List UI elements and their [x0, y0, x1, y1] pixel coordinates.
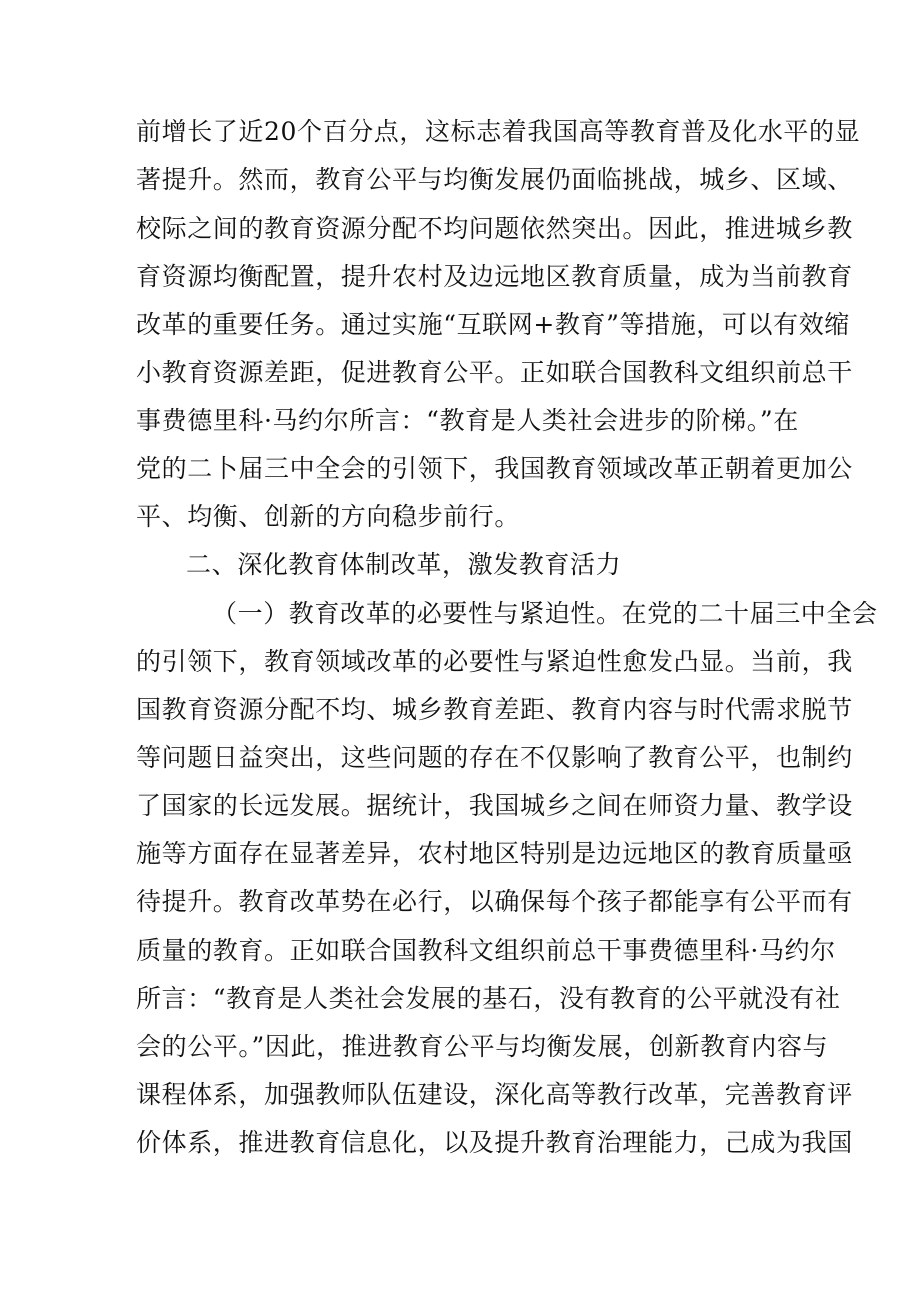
- text-line: 价体系，推进教育信息化，以及提升教育治理能力，己成为我国: [136, 1128, 853, 1157]
- text-line: 改革的重要任务。通过实施“互联网+教育”等措施，可以有效缩: [136, 310, 850, 339]
- text-line: 国教育资源分配不均、城乡教育差距、教育内容与时代需求脱节: [136, 695, 853, 724]
- text-line: 平、均衡、创新的方向稳步前行。: [136, 502, 521, 531]
- text-line: 待提升。教育改革势在必行，以确保每个孩子都能享有公平而有: [136, 887, 853, 916]
- section-heading: 二、深化教育体制改革，激发教育活力: [186, 550, 622, 579]
- text-line: 校际之间的教育资源分配不均问题依然突出。因此，推进城乡教: [136, 214, 853, 243]
- text-line: 课程体系，加强教师队伍建设，深化高等教行改革，完善教育评: [136, 1080, 853, 1109]
- text-line: 前增长了近20个百分点，这标志着我国高等教育普及化水平的显: [136, 117, 861, 146]
- text-line: 著提升。然而，教育公平与均衡发展仍面临挑战，城乡、区域、: [136, 165, 853, 194]
- text-line: 施等方面存在显著差异，农村地区特别是边远地区的教育质量亟: [136, 839, 853, 868]
- text-line: 育资源均衡配置，提升农村及边远地区教育质量，成为当前教育: [136, 262, 853, 291]
- text-line: （一）教育改革的必要性与紧迫性。在党的二十届三中全会: [212, 599, 878, 628]
- text-line: 小教育资源差距，促进教育公平。正如联合国教科文组织前总干: [136, 358, 853, 387]
- text-line: 会的公平。”因此，推进教育公平与均衡发展，创新教育内容与: [136, 1032, 829, 1061]
- text-line: 事费德里科·马约尔所言：“教育是人类社会进步的阶梯。”在: [136, 406, 799, 435]
- text-line: 所言：“教育是人类社会发展的基石，没有教育的公平就没有社: [136, 984, 841, 1013]
- text-line: 的引领下，教育领域改革的必要性与紧迫性愈发凸显。当前，我: [136, 647, 853, 676]
- text-line: 等问题日益突出，这些问题的存在不仅影响了教育公平，也制约: [136, 743, 853, 772]
- text-line: 了国家的长远发展。据统计，我国城乡之间在师资力量、教学设: [136, 791, 853, 820]
- text-line: 党的二卜届三中全会的引领下，我国教育领域改革正朝着更加公: [136, 454, 853, 483]
- text-line: 质量的教育。正如联合国教科文组织前总干事费德里科·马约尔: [136, 936, 836, 965]
